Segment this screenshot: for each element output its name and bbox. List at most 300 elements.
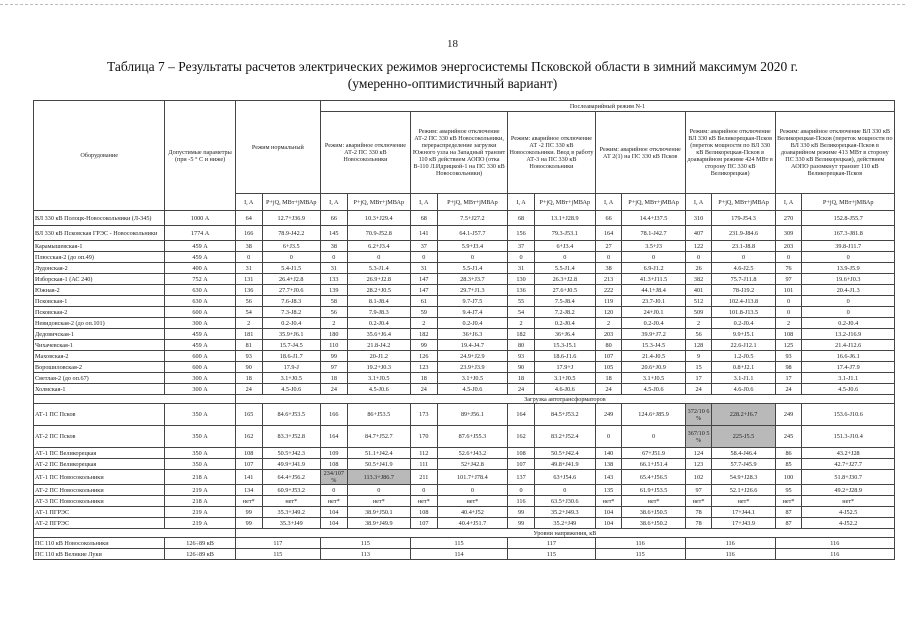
cell: 152.8-J55.7 xyxy=(802,211,895,226)
cell: 113 xyxy=(320,549,410,560)
cell: 249 xyxy=(775,404,802,426)
cell: 119 xyxy=(595,296,622,307)
cell: 99 xyxy=(508,507,535,518)
cell: 136 xyxy=(508,285,535,296)
cell: 309 xyxy=(775,226,802,241)
cell: 38.9+J50.1 xyxy=(347,507,410,518)
cell: 97 xyxy=(685,485,712,496)
table-row xyxy=(34,459,895,470)
row-label: Маховская-2 xyxy=(34,351,165,362)
cell: 3.1+J0.5 xyxy=(437,373,508,384)
cell: 90 xyxy=(235,362,262,373)
row-label: ВЛ 330 кВ Псковская ГРЭС - Новосокольники xyxy=(34,226,165,241)
row-label: Дедовичская-1 xyxy=(34,329,165,340)
cell: 249 xyxy=(595,404,622,426)
cell: 16.6-J6.1 xyxy=(802,351,895,362)
cell: 20.6+J0.9 xyxy=(622,362,685,373)
cell: 180 xyxy=(320,329,347,340)
cell: 27.7+J0.6 xyxy=(262,285,320,296)
cell: 0 xyxy=(320,485,347,496)
cell: 50.5+J42.4 xyxy=(534,448,595,459)
cell: 115 xyxy=(235,549,320,560)
row-label: АТ-1 ПС Великорецкая xyxy=(34,448,165,459)
cell: 68 xyxy=(410,211,437,226)
cell: 153.6-J10.6 xyxy=(802,404,895,426)
cell: 22.6-J12.1 xyxy=(712,340,775,351)
row-label: АТ-1 ПС Новосокольники xyxy=(34,470,165,485)
cell: 3.1+J0.5 xyxy=(622,373,685,384)
cell: 0.8+J2.1 xyxy=(712,362,775,373)
cell: 165 xyxy=(235,404,262,426)
mode-5: Режим: аварийное отключение ВЛ 330 кВ Великорецкая-Псков (переток мощности по ВЛ 330 кВ Великорецкая-Псков в доаварийном режиме 424 МВт в сторону ПС 330 кВ Великорецкая) xyxy=(685,112,775,194)
cell: 93 xyxy=(508,351,535,362)
cell: 0 xyxy=(534,252,595,263)
row-label: АТ-2 ПС Новосокольники xyxy=(34,485,165,496)
cell: 5.5-J1.4 xyxy=(437,263,508,274)
row-label: АТ-2 ПС Великорецкая xyxy=(34,459,165,470)
cell: 44.1+J8.4 xyxy=(622,285,685,296)
cell: 0 xyxy=(775,252,802,263)
cell: 97 xyxy=(775,274,802,285)
cell: 459 А xyxy=(165,252,236,263)
table-row xyxy=(34,263,895,274)
cell: 350 А xyxy=(165,459,236,470)
cell: 123 xyxy=(685,459,712,470)
cell: 7.2-J8.2 xyxy=(534,307,595,318)
cell: 139 xyxy=(320,285,347,296)
cell: 24.9+J2.9 xyxy=(437,351,508,362)
cell: 630 А xyxy=(165,296,236,307)
cell: 350 А xyxy=(165,426,236,448)
table-row xyxy=(34,296,895,307)
cell: 83.3+J52.8 xyxy=(262,426,320,448)
cell: 350 А xyxy=(165,448,236,459)
cell: 66 xyxy=(320,211,347,226)
cell: 141 xyxy=(410,226,437,241)
cell: 107 xyxy=(508,459,535,470)
cell: 24 xyxy=(410,384,437,395)
cell: 7.5+J27.2 xyxy=(437,211,508,226)
cell: 23.7-J0.1 xyxy=(622,296,685,307)
cell: 122 xyxy=(685,241,712,252)
table-row xyxy=(34,226,895,241)
cell: 56 xyxy=(320,307,347,318)
table-row xyxy=(34,252,895,263)
cell: 124.6+J85.9 xyxy=(622,404,685,426)
row-label: Карамышевская-1 xyxy=(34,241,165,252)
cell: 218 А xyxy=(165,470,236,485)
cell: 23.9+J3.9 xyxy=(437,362,508,373)
table-row xyxy=(34,496,895,507)
table-row xyxy=(34,307,895,318)
cell: 35.6+J6.4 xyxy=(347,329,410,340)
row-label: Южная-2 xyxy=(34,285,165,296)
mode-4: Режим: аварийное отключение АТ 2(1) на ПС 330 кВ Псков xyxy=(595,112,685,194)
cell: 219 А xyxy=(165,485,236,496)
cell: 84.7+J52.7 xyxy=(347,426,410,448)
cell: 89+J56.1 xyxy=(437,404,508,426)
cell: 234/107 % xyxy=(320,470,347,485)
cell: 99 xyxy=(410,340,437,351)
cell: 105 xyxy=(595,362,622,373)
cell: 86+J53.5 xyxy=(347,404,410,426)
cell: 27.6+J0.5 xyxy=(534,285,595,296)
cell: 0 xyxy=(262,252,320,263)
cell: 107 xyxy=(235,459,262,470)
cell: 78 xyxy=(685,518,712,529)
cell: 38 xyxy=(320,241,347,252)
cell: 270 xyxy=(775,211,802,226)
cell: 112 xyxy=(410,448,437,459)
cell: 50.5+J41.9 xyxy=(347,459,410,470)
cell: 141 xyxy=(235,470,262,485)
cell: 56 xyxy=(685,329,712,340)
cell: нет* xyxy=(347,496,410,507)
cell: 136 xyxy=(235,285,262,296)
row-label: АТ-1 ПГРЭС xyxy=(34,507,165,518)
cell: 350 А xyxy=(165,404,236,426)
cell: 51.1+J42.4 xyxy=(347,448,410,459)
cell: 87.6+J55.3 xyxy=(437,426,508,448)
cell: 79.3-J53.1 xyxy=(534,226,595,241)
cell: 37 xyxy=(508,241,535,252)
cell: 36+J6.3 xyxy=(437,329,508,340)
cell: 2 xyxy=(320,318,347,329)
cell: 120 xyxy=(595,307,622,318)
cell: 12.7+J36.9 xyxy=(262,211,320,226)
cell: 5.4-J1.5 xyxy=(262,263,320,274)
cell: 7.5-J8.4 xyxy=(534,296,595,307)
cell: 35.2+J49.3 xyxy=(534,507,595,518)
cell: 104 xyxy=(595,507,622,518)
cell: 59 xyxy=(410,307,437,318)
cell: 0 xyxy=(235,252,262,263)
cell: 63.5+J30.6 xyxy=(534,496,595,507)
cell: 49.9+J41.9 xyxy=(262,459,320,470)
cell: 26.9+J2.8 xyxy=(347,274,410,285)
cell: 35.3+J49 xyxy=(262,518,320,529)
cell: 156 xyxy=(508,226,535,241)
cell: нет* xyxy=(712,496,775,507)
cell: 128 xyxy=(685,340,712,351)
cell: 151.3-J10.4 xyxy=(802,426,895,448)
cell: 5.9+J3.4 xyxy=(437,241,508,252)
cell: 0 xyxy=(595,252,622,263)
cell: 382 xyxy=(685,274,712,285)
table-row xyxy=(34,373,895,384)
cell: 600 А xyxy=(165,362,236,373)
cell: 4.5-J0.6 xyxy=(437,384,508,395)
cell: 24 xyxy=(320,384,347,395)
cell: 52.6+J43.2 xyxy=(437,448,508,459)
cell: 8.1-J8.4 xyxy=(347,296,410,307)
cell: 116 xyxy=(508,496,535,507)
cell: 102.4-J13.8 xyxy=(712,296,775,307)
cell: 145 xyxy=(320,226,347,241)
unit-current: I, A xyxy=(595,194,622,211)
cell: 0 xyxy=(347,252,410,263)
cell: 17+J43.9 xyxy=(712,518,775,529)
cell: 17.9+J xyxy=(534,362,595,373)
cell: 108 xyxy=(235,448,262,459)
cell: 42.7+J27.7 xyxy=(802,459,895,470)
row-label: АТ-2 ПС Псков xyxy=(34,426,165,448)
cell: 36+J6.4 xyxy=(534,329,595,340)
cell: 2 xyxy=(508,318,535,329)
cell: 58.4-J46.4 xyxy=(712,448,775,459)
cell: 3.1-J1.1 xyxy=(802,373,895,384)
cell: 13.9-J5.9 xyxy=(802,263,895,274)
cell: 39.9+J7.2 xyxy=(622,329,685,340)
cell: 68 xyxy=(508,211,535,226)
cell: 0 xyxy=(802,252,895,263)
cell: 600 А xyxy=(165,307,236,318)
cell: 24 xyxy=(595,384,622,395)
cell: 9.9+J5.1 xyxy=(712,329,775,340)
cell: 7.3-J8.2 xyxy=(262,307,320,318)
table-row xyxy=(34,448,895,459)
row-label: ПС 110 кВ Великие Луки xyxy=(34,549,165,560)
cell: 133 xyxy=(320,274,347,285)
cell: 102 xyxy=(685,470,712,485)
cell: 18 xyxy=(508,373,535,384)
cell: 87 xyxy=(775,507,802,518)
cell: 38 xyxy=(235,241,262,252)
cell: 61 xyxy=(410,296,437,307)
cell: 5.5-J1.4 xyxy=(534,263,595,274)
cell: 101.7+J78.4 xyxy=(437,470,508,485)
cell: 0.2-J0.4 xyxy=(437,318,508,329)
row-label: АТ-2 ПГРЭС xyxy=(34,518,165,529)
cell: 84.6+J53.5 xyxy=(262,404,320,426)
col-post-accident: Послеаварийный режим N-1 xyxy=(320,101,894,112)
cell: 109 xyxy=(320,448,347,459)
cell: 23.1-J8.8 xyxy=(712,241,775,252)
cell: 164 xyxy=(320,426,347,448)
row-label: АТ-1 ПС Псков xyxy=(34,404,165,426)
cell: 104 xyxy=(595,518,622,529)
cell: 222 xyxy=(595,285,622,296)
col-equipment: Оборудование xyxy=(34,101,165,211)
cell: 98 xyxy=(775,362,802,373)
cell: 2 xyxy=(775,318,802,329)
cell: 4.5-J0.6 xyxy=(347,384,410,395)
cell: 55 xyxy=(508,296,535,307)
cell: 49.8+J41.9 xyxy=(534,459,595,470)
cell: 87 xyxy=(775,518,802,529)
cell: 60.9+J53.2 xyxy=(262,485,320,496)
cell: 83.2+J52.4 xyxy=(534,426,595,448)
cell: нет* xyxy=(685,496,712,507)
cell: 81 xyxy=(235,340,262,351)
cell: 6+J3.5 xyxy=(262,241,320,252)
cell: 0 xyxy=(622,252,685,263)
cell: 38.6+J50.5 xyxy=(622,507,685,518)
cell: 6.2+J3.4 xyxy=(347,241,410,252)
cell: 3.1+J0.5 xyxy=(262,373,320,384)
cell: 95 xyxy=(775,485,802,496)
table-body xyxy=(34,211,895,560)
cell: 107 xyxy=(595,351,622,362)
table-row xyxy=(34,241,895,252)
cell: 85 xyxy=(775,459,802,470)
cell: 4.5-J0.6 xyxy=(262,384,320,395)
cell: 31 xyxy=(320,263,347,274)
cell: 31 xyxy=(508,263,535,274)
table-row xyxy=(34,404,895,426)
results-table xyxy=(33,100,895,560)
table-row xyxy=(34,426,895,448)
cell: 24 xyxy=(775,384,802,395)
cell: 63+J54.6 xyxy=(534,470,595,485)
cell: 4.5-J0.6 xyxy=(802,384,895,395)
cell: 101.8-J13.5 xyxy=(712,307,775,318)
cell: 0.2-J0.4 xyxy=(802,318,895,329)
col-normal: Режим нормальный xyxy=(235,101,320,194)
cell: 0 xyxy=(347,485,410,496)
cell: 31 xyxy=(235,263,262,274)
cell: 0 xyxy=(320,252,347,263)
page-number: 18 xyxy=(447,38,458,50)
cell: 67+J51.9 xyxy=(622,448,685,459)
table-row xyxy=(34,549,895,560)
cell: 24 xyxy=(235,384,262,395)
cell: 38.9+J49.9 xyxy=(347,518,410,529)
cell: 21.8-J4.2 xyxy=(347,340,410,351)
cell: 509 xyxy=(685,307,712,318)
cell: 19.6+J0.3 xyxy=(802,274,895,285)
cell: 0 xyxy=(508,252,535,263)
cell: 9.4-J7.4 xyxy=(437,307,508,318)
cell: 115 xyxy=(508,549,596,560)
row-label: Холмская-1 xyxy=(34,384,165,395)
cell: 100 xyxy=(775,470,802,485)
col-allowed: Допустимые параметры (при -5 ° С и ниже) xyxy=(165,101,236,211)
cell: 27 xyxy=(595,241,622,252)
cell: 38 xyxy=(595,263,622,274)
cell: 29.7+J1.3 xyxy=(437,285,508,296)
cell: 111 xyxy=(410,459,437,470)
cell: 0 xyxy=(622,426,685,448)
cell: 113.3+J86.7 xyxy=(347,470,410,485)
cell: 162 xyxy=(508,426,535,448)
cell: 52+J42.8 xyxy=(437,459,508,470)
cell: 1000 А xyxy=(165,211,236,226)
table-row xyxy=(34,318,895,329)
cell: 166 xyxy=(320,404,347,426)
row-label: АТ-3 ПС Новосокольники xyxy=(34,496,165,507)
table-row xyxy=(34,362,895,373)
unit-current: I, A xyxy=(235,194,262,211)
cell: 115 xyxy=(410,538,507,549)
cell: 9 xyxy=(685,351,712,362)
cell: 61.9+J53.5 xyxy=(622,485,685,496)
unit-power: P+jQ, МВт+jМВАр xyxy=(712,194,775,211)
cell: нет* xyxy=(775,496,802,507)
unit-power: P+jQ, МВт+jМВАр xyxy=(347,194,410,211)
cell: 18 xyxy=(235,373,262,384)
cell: 600 А xyxy=(165,351,236,362)
cell: 203 xyxy=(595,329,622,340)
row-label: Изборская-1 (АС 240) xyxy=(34,274,165,285)
cell: 143 xyxy=(595,470,622,485)
cell: 1774 А xyxy=(165,226,236,241)
cell: нет* xyxy=(262,496,320,507)
cell: 225-J5.5 xyxy=(712,426,775,448)
unit-current: I, A xyxy=(508,194,535,211)
cell: 147 xyxy=(410,274,437,285)
cell: 114 xyxy=(410,549,507,560)
cell: 58 xyxy=(320,296,347,307)
cell: 13.2-J16.9 xyxy=(802,329,895,340)
cell: 107 xyxy=(410,518,437,529)
cell: 115 xyxy=(595,549,685,560)
cell: нет* xyxy=(235,496,262,507)
row-label: Лудонская-2 xyxy=(34,263,165,274)
cell: 18 xyxy=(320,373,347,384)
cell: 99 xyxy=(235,507,262,518)
cell: 4.6-J2.5 xyxy=(712,263,775,274)
cell: 15.3-J4.5 xyxy=(622,340,685,351)
cell: 93 xyxy=(775,351,802,362)
cell: 76 xyxy=(775,263,802,274)
cell: 166 xyxy=(235,226,262,241)
cell: 0 xyxy=(775,307,802,318)
cell: 170 xyxy=(410,426,437,448)
cell: 4-J52.2 xyxy=(802,518,895,529)
row-label: Плюсская-2 (до оп.49) xyxy=(34,252,165,263)
cell: 14.4+J37.5 xyxy=(622,211,685,226)
cell: 75.7-J11.8 xyxy=(712,274,775,285)
table-row xyxy=(34,285,895,296)
cell: 219 А xyxy=(165,518,236,529)
cell: 80 xyxy=(595,340,622,351)
cell: 310 xyxy=(685,211,712,226)
cell: 6+J3.4 xyxy=(534,241,595,252)
cell: 18 xyxy=(410,373,437,384)
cell: 6.9-J1.2 xyxy=(622,263,685,274)
cell: 40.4+J52 xyxy=(437,507,508,518)
cell: 0 xyxy=(802,296,895,307)
cell: 99 xyxy=(320,351,347,362)
cell: 108 xyxy=(508,448,535,459)
section-row xyxy=(34,395,895,404)
cell: 182 xyxy=(410,329,437,340)
unit-power: P+jQ, МВт+jМВАр xyxy=(262,194,320,211)
cell: 0 xyxy=(775,296,802,307)
cell: 97 xyxy=(320,362,347,373)
cell: 300 А xyxy=(165,373,236,384)
cell: 20-J1.2 xyxy=(347,351,410,362)
cell: 138 xyxy=(595,459,622,470)
mode-1: Режим: аварийное отключение АТ-2 ПС 330 кВ Новосокольники xyxy=(320,112,410,194)
cell: 0.2-J0.4 xyxy=(534,318,595,329)
scan-edge xyxy=(0,0,905,5)
cell: 130 xyxy=(508,274,535,285)
cell: 218 А xyxy=(165,496,236,507)
cell: 167.3-J81.8 xyxy=(802,226,895,241)
caption-title: Таблица 7 – Результаты расчетов электрических режимов энергосистемы Псковской области в зимний максимум 2020 г. xyxy=(107,59,798,74)
cell: 2 xyxy=(685,318,712,329)
cell: 18.6-J1.7 xyxy=(262,351,320,362)
cell: 0 xyxy=(712,252,775,263)
cell: 0.2-J0.4 xyxy=(262,318,320,329)
cell: 104 xyxy=(320,507,347,518)
cell: 86 xyxy=(775,448,802,459)
cell: 4.6-J0.6 xyxy=(712,384,775,395)
cell: 125 xyxy=(775,340,802,351)
cell: 3.1-J1.1 xyxy=(712,373,775,384)
